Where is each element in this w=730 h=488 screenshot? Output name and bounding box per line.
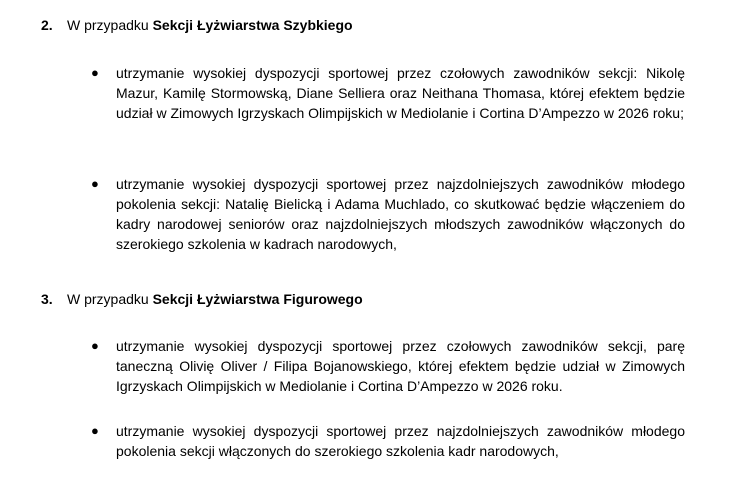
section-2-prefix: W przypadku: [67, 17, 153, 33]
section-2-number: 2.: [41, 17, 53, 33]
section-3-heading: [41, 290, 681, 308]
section-3-name: Sekcji Łyżwiarstwa Figurowego: [152, 291, 363, 307]
section-2-bullet-2-text: utrzymanie wysokiej dyspozycji sportowej przez najzdolniejszych zawodników młodego pokolenia sekcji: Natalię Bielicką i Adama Muchlado, co skutkować będzie włączeniem do kadry narodowej seniorów oraz najzdolniejszych młodszych zawodników włączonych do szerokiego szkolenia w kadrach narodowych,: [116, 176, 685, 252]
bullet-icon: ●: [91, 176, 99, 191]
section-2-bullet-1-text: utrzymanie wysokiej dyspozycji sportowej przez czołowych zawodników sekcji: Nikolę Mazur, Kamilę Stormowską, Diane Selliera oraz Neithana Thomasa, której efektem będzie udział w Zimowych Igrzyskach Olimpijskich w Mediolanie i Cortina D’Ampezzo w 2026 roku;: [116, 65, 685, 121]
section-3-bullet-2-text: utrzymanie wysokiej dyspozycji sportowej przez najzdolniejszych zawodników młodego pokolenia sekcji włączonych do szerokiego szkolenia kadr narodowych,: [116, 423, 685, 459]
section-2-name: Sekcji Łyżwiarstwa Szybkiego: [152, 17, 353, 33]
bullet-icon: ●: [91, 65, 99, 80]
bullet-icon: ●: [91, 338, 99, 353]
section-2-heading: [41, 16, 681, 34]
section-3-bullet-1-text: utrzymanie wysokiej dyspozycji sportowej przez czołowych zawodników sekcji, parę taneczną Olivię Oliver / Filipa Bojanowskiego, której efektem będzie udział w Zimowych Igrzyskach Olimpijskich w Mediolanie i Cortina D’Ampezzo w 2026 roku.: [116, 338, 685, 394]
section-3-prefix: W przypadku: [67, 291, 153, 307]
section-3-number: 3.: [41, 291, 53, 307]
bullet-icon: ●: [91, 423, 99, 438]
